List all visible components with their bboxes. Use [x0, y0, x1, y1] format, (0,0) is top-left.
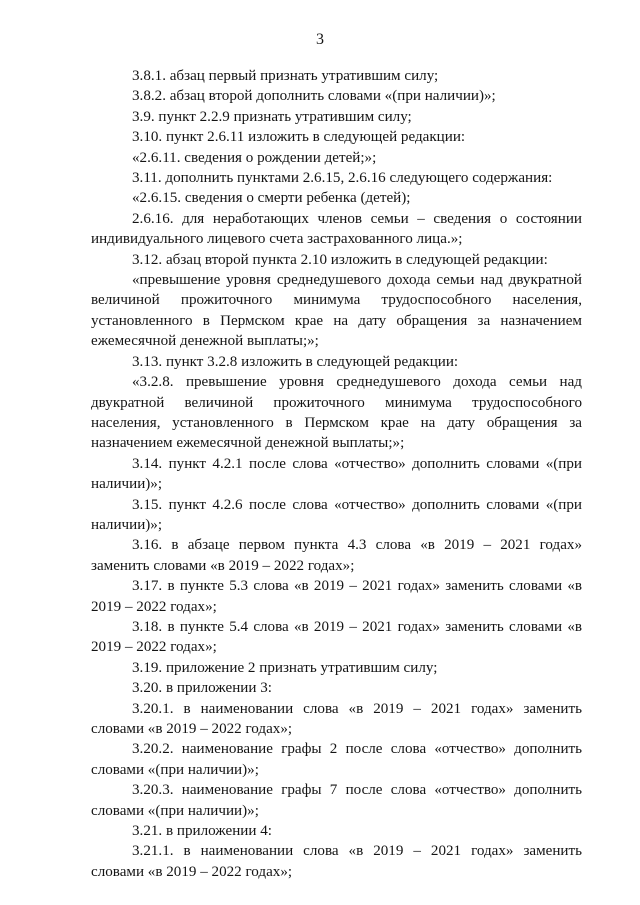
paragraph-3-17: 3.17. в пункте 5.3 слова «в 2019 – 2021 годах» заменить словами «в 2019 – 2022 годах»;	[91, 578, 582, 615]
paragraph-3-21-1: 3.21.1. в наименовании слова «в 2019 – 2021 годах» заменить словами «в 2019 – 2022 годах»;	[91, 843, 582, 880]
page-number: 3	[316, 31, 324, 48]
paragraph-3-2-8-quote: «3.2.8. превышение уровня среднедушевого дохода семьи над двукратной величиной прожиточного минимума трудоспособного населения, установленного в Пермском крае на дату обращения за назначением ежемесячной денежной выплаты;»;	[91, 374, 582, 452]
paragraph-3-15: 3.15. пункт 4.2.6 после слова «отчество» дополнить словами «(при наличии)»;	[91, 496, 582, 533]
paragraph-3-8-1: 3.8.1. абзац первый признать утратившим силу;	[132, 68, 439, 84]
document-body	[91, 66, 582, 882]
paragraph-3-18: 3.18. в пункте 5.4 слова «в 2019 – 2021 годах» заменить словами «в 2019 – 2022 годах»;	[91, 618, 582, 656]
paragraph-3-20-2: 3.20.2. наименование графы 2 после слова «отчество» дополнить словами «(при наличии)»;	[91, 741, 582, 778]
paragraph-3-16: 3.16. в абзаце первом пункта 4.3 слова «в 2019 – 2021 годах» заменить словами «в 2019 – 2022 годах»;	[91, 537, 582, 574]
paragraph-3-13: 3.13. пункт 3.2.8 изложить в следующей редакции:	[132, 353, 459, 370]
paragraph-2-6-11-quote: «2.6.11. сведения о рождении детей;»;	[132, 149, 377, 166]
paragraph-2-6-15-quote: «2.6.15. сведения о смерти ребенка (детей);	[132, 190, 411, 207]
paragraph-3-9: 3.9. пункт 2.2.9 признать утратившим силу;	[132, 108, 412, 125]
paragraph-3-19: 3.19. приложение 2 признать утратившим силу;	[132, 659, 438, 676]
paragraph-3-20-1: 3.20.1. в наименовании слова «в 2019 – 2021 годах» заменить словами «в 2019 – 2022 годах»;	[91, 700, 582, 737]
paragraph-3-20: 3.20. в приложении 3:	[132, 680, 272, 697]
paragraph-3-11: 3.11. дополнить пунктами 2.6.15, 2.6.16 следующего содержания:	[132, 170, 553, 187]
paragraph-2-10-quote: «превышение уровня среднедушевого дохода семьи над двукратной величиной прожиточного минимума трудоспособного населения, установленного в Пермском крае на дату обращения за назначением ежемесячной денежной выплаты;»;	[91, 272, 582, 350]
paragraph-3-12: 3.12. абзац второй пункта 2.10 изложить в следующей редакции:	[132, 251, 548, 268]
paragraph-3-20-3: 3.20.3. наименование графы 7 после слова «отчество» дополнить словами «(при наличии)»;	[91, 782, 582, 819]
paragraph-2-6-16-quote: 2.6.16. для неработающих членов семьи – сведения о состоянии индивидуального лицевого счета застрахованного лица.»;	[91, 210, 582, 248]
paragraph-3-14: 3.14. пункт 4.2.1 после слова «отчество» дополнить словами «(при наличии)»;	[91, 455, 582, 493]
paragraph-3-21: 3.21. в приложении 4:	[132, 823, 272, 840]
paragraph-3-10: 3.10. пункт 2.6.11 изложить в следующей редакции:	[132, 129, 466, 146]
paragraph-3-8-2: 3.8.2. абзац второй дополнить словами «(при наличии)»;	[132, 88, 496, 105]
